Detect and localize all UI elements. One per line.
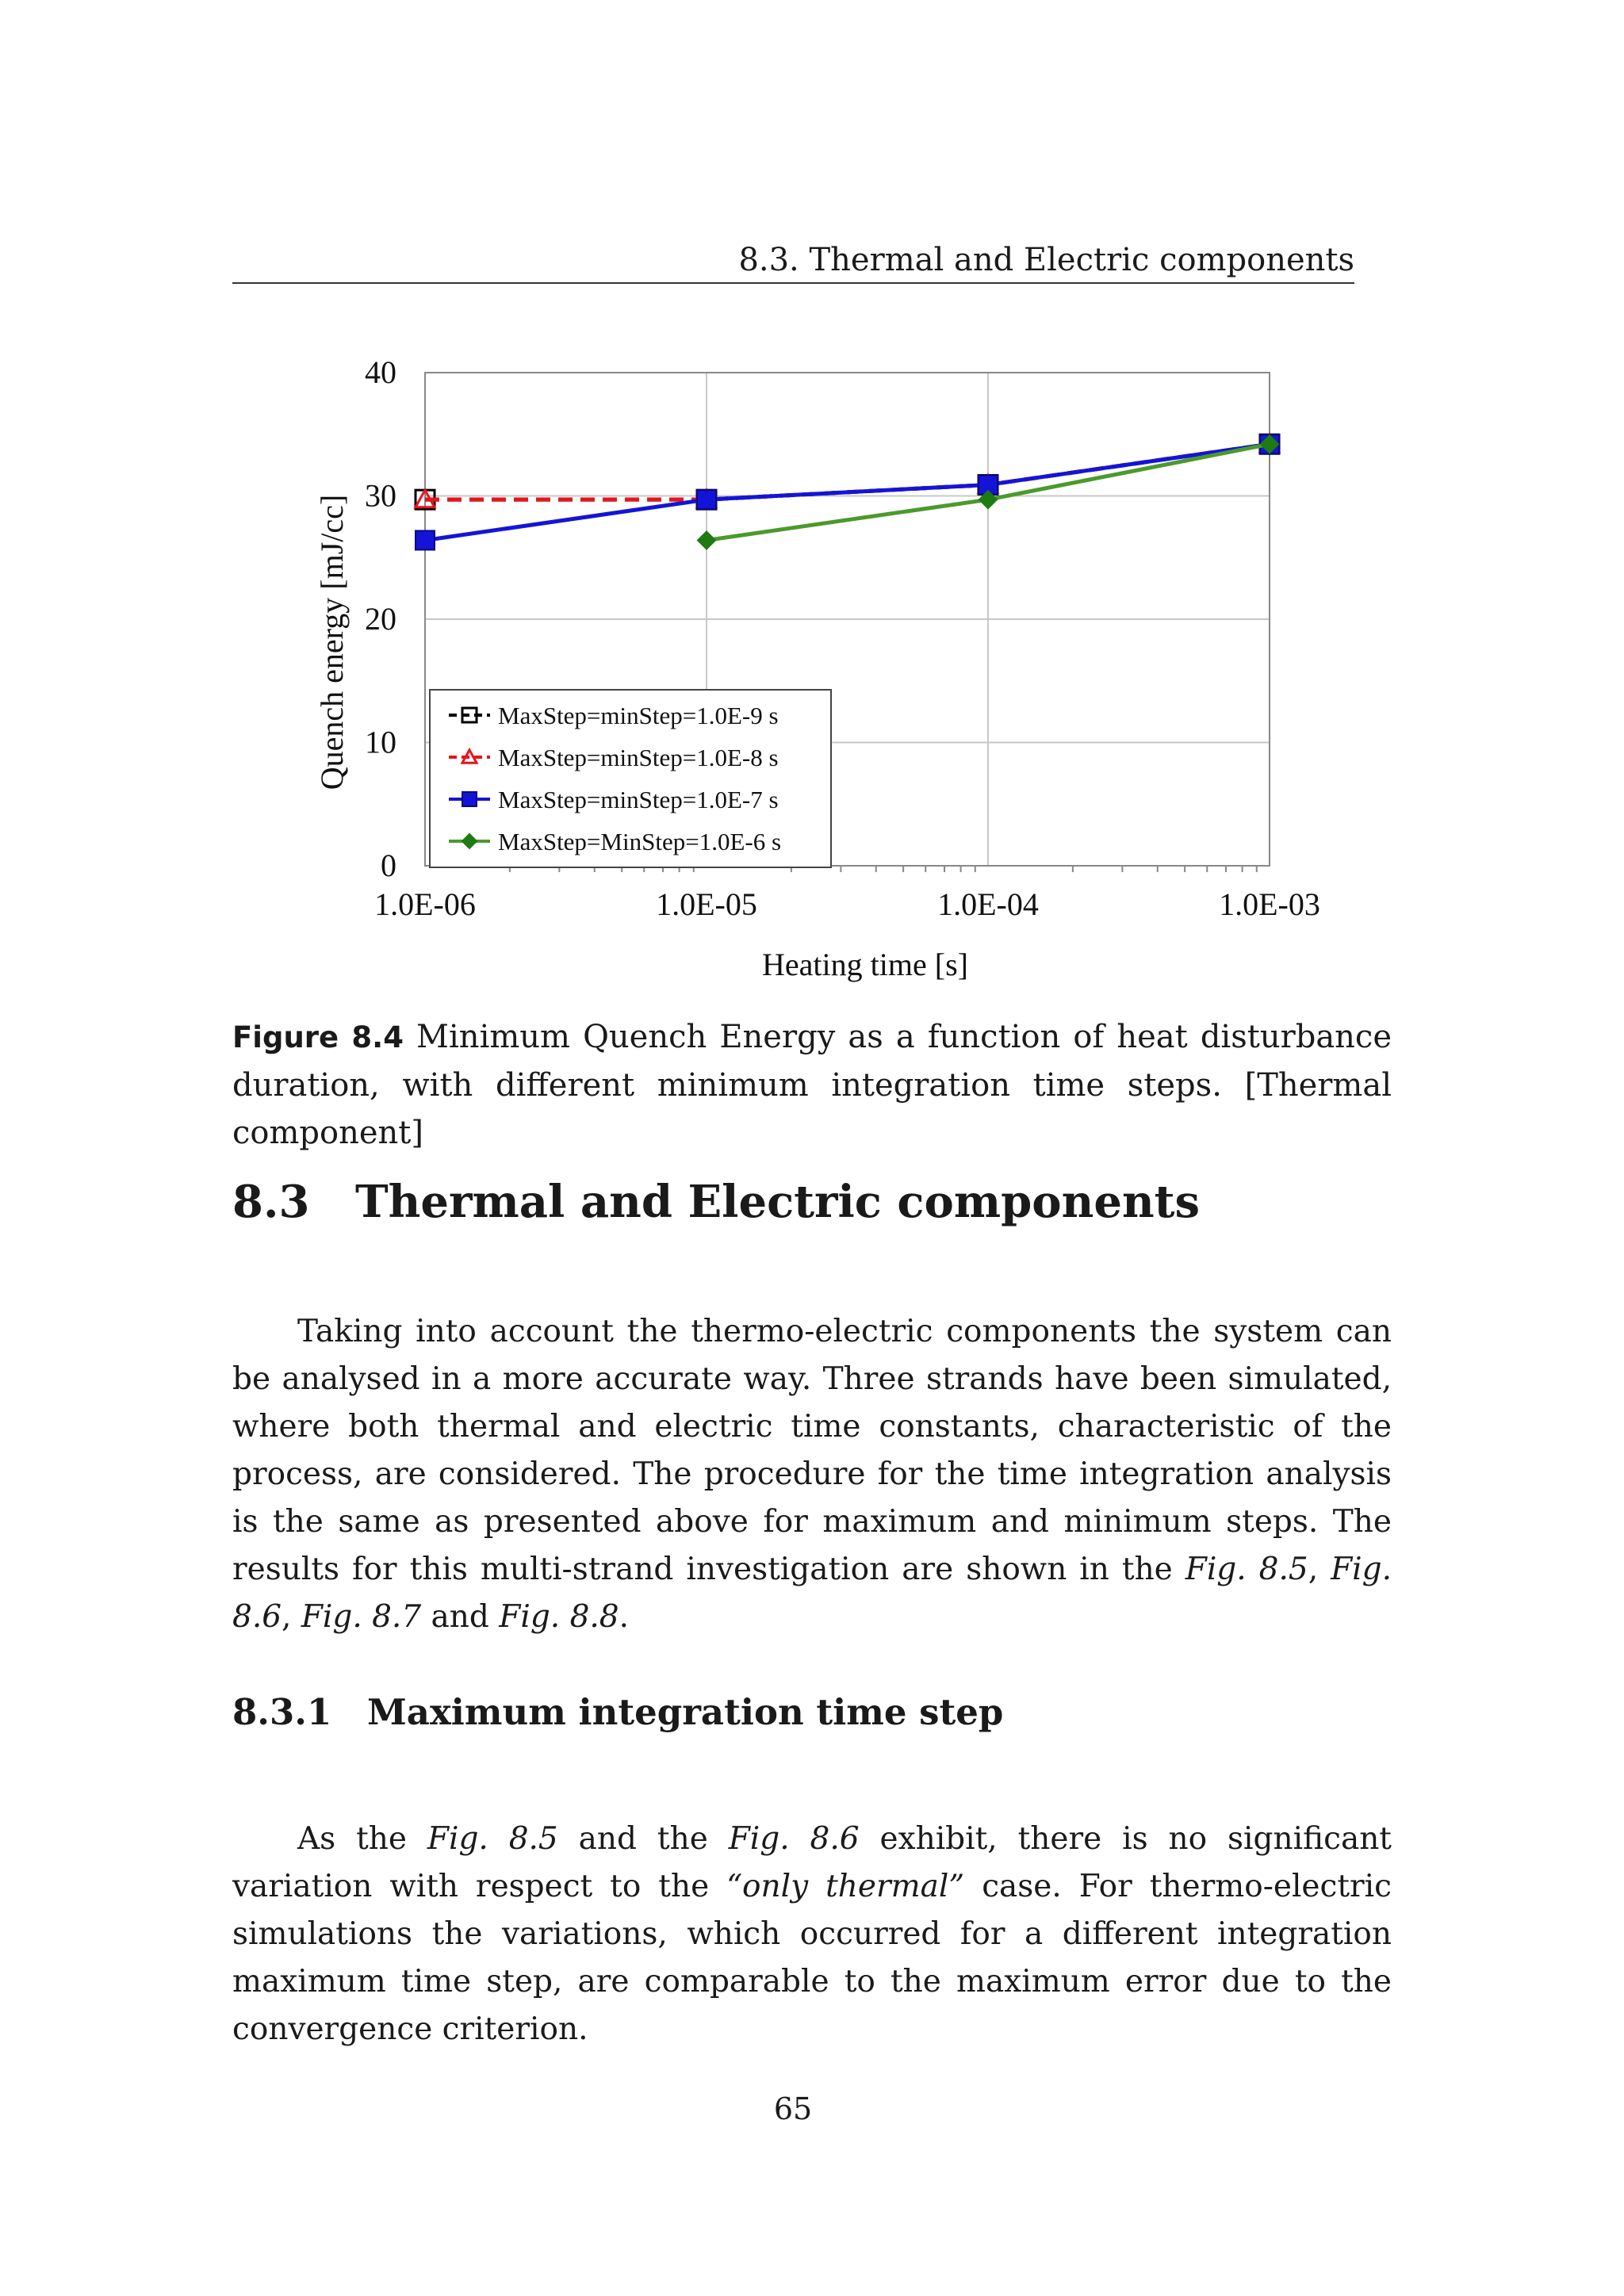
figure-reference: Fig. 8.5 [427, 1821, 558, 1857]
y-tick-label: 20 [365, 601, 396, 637]
figure-reference: Fig. 8.5 [1185, 1552, 1308, 1587]
paragraph-text: exhibit, there is no significant variation with respect to the [232, 1821, 1392, 1904]
y-tick-label: 10 [365, 724, 396, 760]
paragraph-end: . [619, 1599, 630, 1635]
x-tick-label: 1.0E-05 [656, 886, 757, 922]
section-title: Thermal and Electric components [355, 1176, 1201, 1228]
data-point [698, 531, 715, 549]
quench-energy-chart [301, 341, 1332, 999]
section-number: 8.3 [232, 1176, 310, 1228]
paragraph-thermo-electric [232, 1308, 1392, 1641]
paragraph-separator: , [282, 1599, 301, 1635]
data-point [462, 792, 477, 806]
paragraph-separator: , [1308, 1552, 1331, 1587]
paragraph-text: Taking into account the thermo-electric components the system can be analysed in a more accurate way. Three strands have been simulated, where both thermal and electric time constants, characteristic of the process, are considered. The procedure for the time integration analysis is the same as presented above for maximum and minimum steps. The results for this multi-strand investigation are shown in the [232, 1314, 1392, 1587]
x-tick-label: 1.0E-06 [374, 886, 476, 922]
x-tick-label: 1.0E-04 [937, 886, 1039, 922]
legend-label: MaxStep=minStep=1.0E-9 s [498, 702, 779, 729]
legend-label: MaxStep=minStep=1.0E-8 s [498, 744, 779, 771]
paragraph-text: and the [557, 1821, 729, 1857]
series-line [425, 444, 1270, 540]
y-tick-label: 30 [365, 477, 396, 514]
figure-label: Figure 8.4 [232, 1020, 404, 1054]
subsection-heading [232, 1687, 1003, 1738]
y-tick-label: 0 [381, 848, 396, 883]
legend-item [449, 828, 781, 855]
figure-caption-text: Minimum Quench Energy as a function of heat disturbance duration, with different minimum integration time steps. [Thermal component] [232, 1019, 1392, 1151]
x-tick-label: 1.0E-03 [1219, 886, 1320, 922]
y-axis-label: Quench energy [mJ/cc] [314, 494, 350, 790]
figure-reference: Fig. 8.6 [232, 1552, 1392, 1635]
series-3 [416, 434, 1279, 549]
figure-reference: Fig. 8.6 [728, 1821, 860, 1857]
legend-item [449, 786, 779, 813]
legend-label: MaxStep=minStep=1.0E-7 s [498, 786, 779, 813]
paragraph-max-step [232, 1816, 1392, 2053]
subsection-title: Maximum integration time step [367, 1691, 1004, 1733]
page-number: 65 [773, 2091, 813, 2126]
data-point [697, 490, 716, 509]
chart-series [416, 434, 1279, 549]
x-axis-label: Heating time [s] [762, 947, 968, 982]
chart-legend [430, 690, 831, 867]
data-point [416, 530, 435, 549]
paragraph-text: As the [297, 1821, 427, 1857]
running-header: 8.3. Thermal and Electric components [232, 239, 1354, 284]
paragraph-separator: and [421, 1599, 500, 1635]
figure-reference: Fig. 8.8 [499, 1599, 619, 1635]
legend-item [449, 702, 779, 729]
subsection-number: 8.3.1 [232, 1691, 332, 1733]
paragraph-text: case. For thermo-electric simulations the variations, which occurred for a different integration maximum time step, are comparable to the maximum error due to the convergence criterion. [232, 1869, 1392, 2047]
section-heading [232, 1170, 1200, 1234]
legend-label: MaxStep=MinStep=1.0E-6 s [498, 828, 782, 855]
quoted-term: “only thermal” [726, 1869, 965, 1904]
figure-caption [232, 1013, 1392, 1157]
legend-item [449, 744, 779, 771]
figure-reference: Fig. 8.7 [301, 1599, 422, 1635]
y-tick-label: 40 [365, 354, 396, 390]
